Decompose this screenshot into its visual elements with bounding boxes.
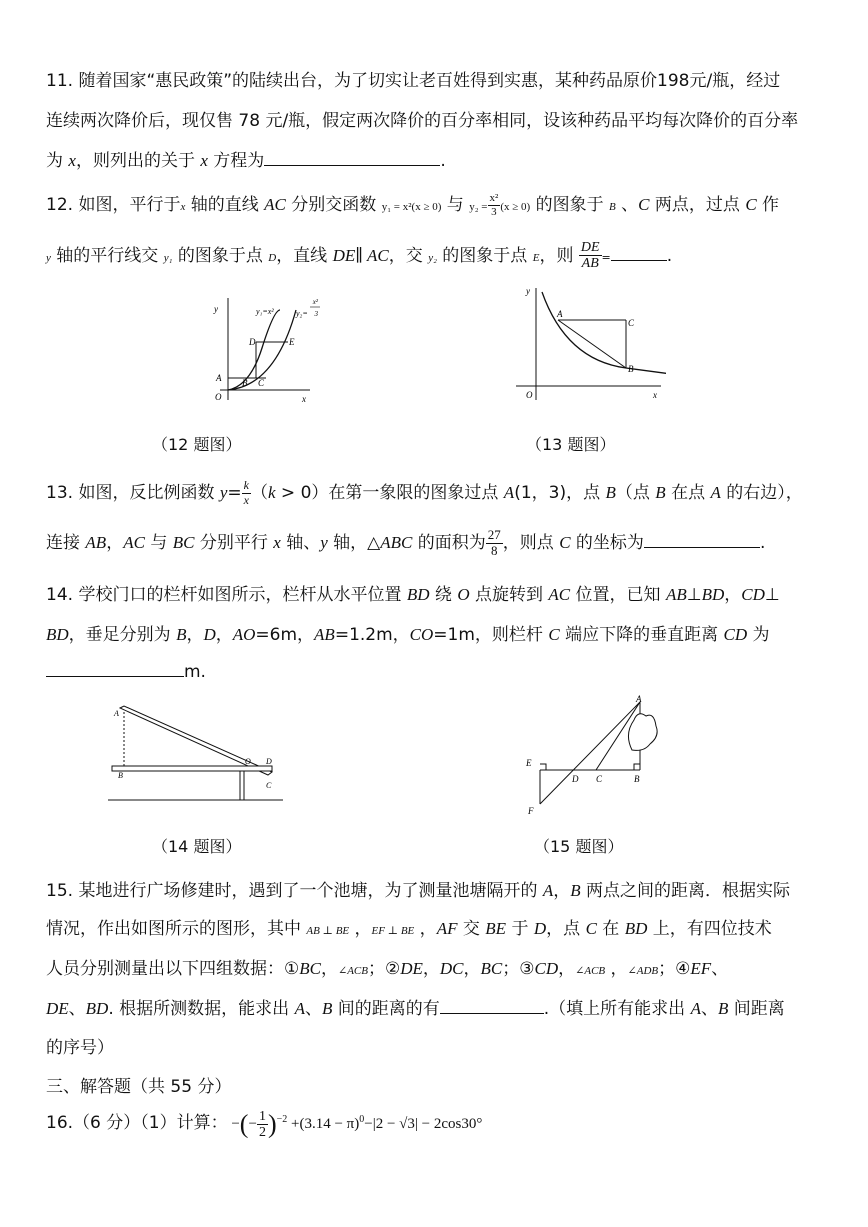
fig15-F-label: F [528,806,534,816]
fig12-B-label: B [242,378,248,388]
fig15-A-label: A [636,694,642,704]
answer-blank-14[interactable] [46,660,184,677]
q16-line-1: 16.（6 分）（1）计算： −(− $\frac{1}{2}$ )$^{-2} +(3.14 - \pi)^0-|2 - √3| - 2\cos 30^\circ$ [46,1108,483,1141]
q14-line-2: BD，垂足分别为 B，D，AO=6m，AB=1.2m，CO=1m，则栏杆 C 端应下降的垂直距离 CD 为 [46,625,770,645]
fig13-y-label: y [526,286,530,296]
fig12-y-label: y [214,304,218,314]
fig15-caption: （15 题图） [534,837,624,856]
figure-13 [506,280,666,410]
fig15-B-label: B [634,774,640,784]
fig15-D-label: D [572,774,579,784]
fig12-y2-denominator: 3 [314,310,318,318]
answer-blank-11[interactable] [264,149,440,166]
fig14-C-label: C [266,781,272,790]
fig15-E-label: E [526,758,532,768]
q12-line-2: y 轴的平行线交 y₁ 的图象于点 D，直线 DE∥ AC，交 y₂ 的图象于点 E，则 $\frac{DE}{AB}$ = . [46,240,673,272]
fig13-A-label: A [557,309,563,319]
q15-line-2: 情况，作出如图所示的图形，其中 AB ⊥ BE ，EF ⊥ BE ，AF 交 BE 于 D，点 C 在 BD 上，有四位技术 [46,919,772,939]
fig14-O-label: O [245,757,251,766]
q14-line-3: m. [46,660,206,682]
fig13-B-label: B [628,364,634,374]
q13-line-2: 连接 AB，AC 与 BC 分别平行 x 轴、y 轴，△ABC 的面积为 $\frac{27}{8}$ ，则点 C 的坐标为 . [46,527,766,558]
figure-12 [200,290,320,410]
fig12-D-label: D [249,337,256,347]
answer-blank-15[interactable] [440,997,544,1014]
q15-line-4: DE、BD. 根据所测数据，能求出 A、B 间的距离的有 .（填上所有能求出 A、B 间距离 [46,999,785,1019]
q15-line-5: 的序号） [46,1038,114,1058]
fig13-C-label: C [628,318,635,328]
fig12-O-label: O [215,392,222,402]
fig12-y1-label: y₁=x² [256,307,274,316]
figure-14 [108,700,288,810]
fig12-A-label: A [216,373,222,383]
fig14-caption: （14 题图） [152,837,242,856]
q12-line-1: 12. 如图，平行于x 轴的直线 AC 分别交函数 y₁ = x²(x ≥ 0) 与 y₂ = $\frac{\text{x²}}{3}$ (x ≥ 0) 的图象于 B 、C 两点，过点 C 作 [46,192,780,218]
q11-line-2: 连续两次降价后，现仅售 78 元/瓶，假定两次降价的百分率相同，设该种药品平均每次降价的百分率 [46,111,799,131]
fig14-D-label: D [266,757,272,766]
q15-line-3: 人员分别测量出以下四组数据：①BC，∠ACB；②DE，DC，BC；③CD，∠ACB ，∠ADB；④EF、 [46,959,729,979]
fig12-C-label: C [258,378,265,388]
q13-line-1: 13. 如图，反比例函数 y= $\frac{k}{x}$ （k > 0）在第一象限的图象过点 A(1，3)，点 B（点 B 在点 A 的右边）， [46,478,803,507]
fig12-y2-numerator: x² [312,298,318,306]
answer-blank-13[interactable] [644,531,760,548]
q11-line-1: 11. 随着国家“惠民政策”的陆续出台，为了切实让老百姓得到实惠，某种药品原价198元/瓶，经过 [46,71,781,91]
figure-15 [520,690,670,820]
q11-line-3: 为 x，则列出的关于 x 方程为 . [46,151,446,171]
fig13-caption: （13 题图） [526,435,616,454]
fig12-y2-label: y₂= [296,309,308,318]
fig14-A-label: A [114,709,119,718]
q15-line-1: 15. 某地进行广场修建时，遇到了一个池塘，为了测量池塘隔开的 A，B 两点之间的距离．根据实际 [46,881,791,901]
q14-line-1: 14. 学校门口的栏杆如图所示，栏杆从水平位置 BD 绕 O 点旋转到 AC 位置，已知 AB⊥BD，CD⊥ [46,585,780,605]
fig12-caption: （12 题图） [152,435,242,454]
fig12-E-label: E [289,337,295,347]
fig13-x-label: x [653,390,657,400]
fig14-B-label: B [118,771,123,780]
fig15-C-label: C [596,774,603,784]
answer-blank-12[interactable] [611,244,667,261]
section-3-heading: 三、解答题（共 55 分） [46,1077,232,1097]
fig13-O-label: O [526,390,533,400]
fig12-x-label: x [302,394,306,404]
